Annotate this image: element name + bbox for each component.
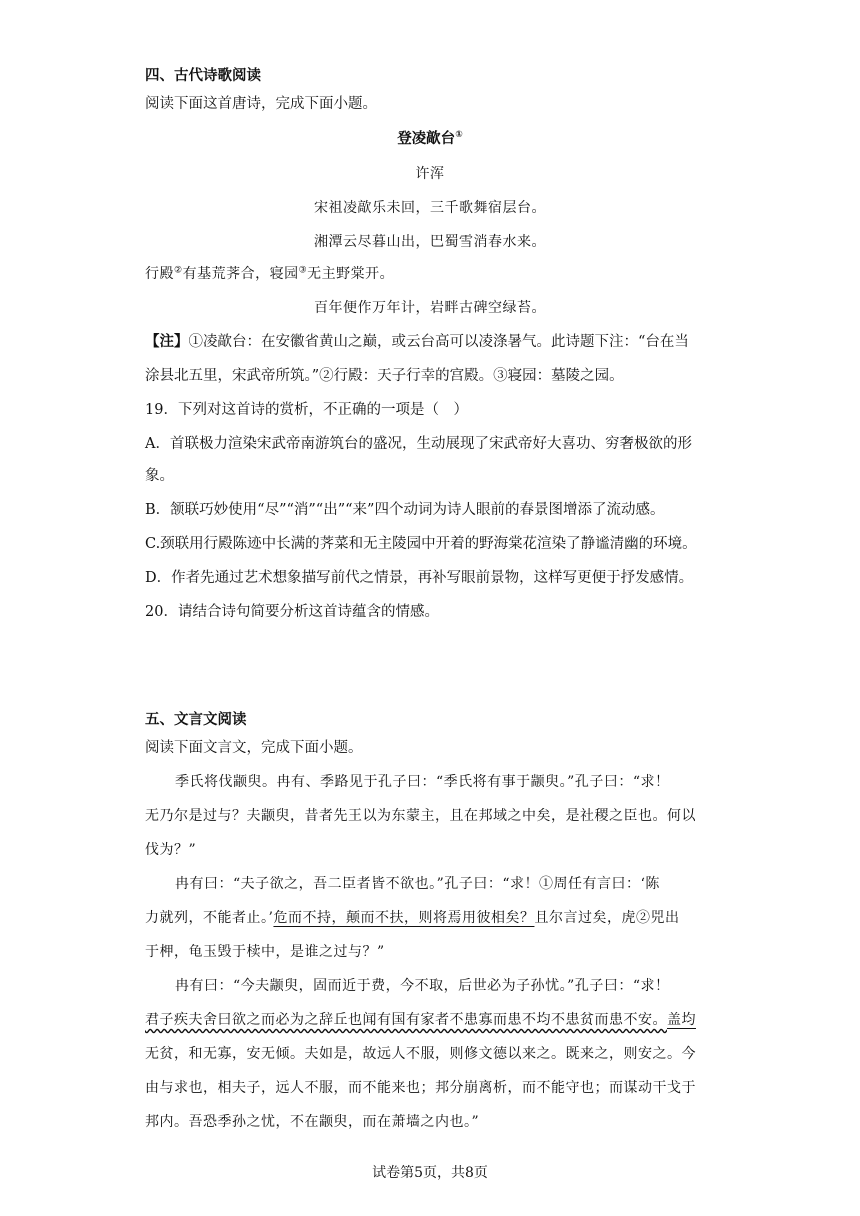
option-b: B．颔联巧妙使用“尽”“消”“出”“来”四个动词为诗人眼前的春景图增添了流动感。 (145, 502, 665, 518)
question-20: 20．请结合诗句简要分析这首诗蕴含的情感。 (145, 604, 439, 620)
passage-p3-line-4: 由与求也，相夫子，远人不服，而不能来也；邦分崩离析，而不能守也；而谋动干戈于 (145, 1080, 696, 1096)
question-19: 19．下列对这首诗的赏析，不正确的一项是（ ） (145, 402, 468, 418)
poem-line-3: 行殿②有基荒荠合，寝园③无主野棠开。 (145, 265, 395, 282)
poem-title-note: ① (455, 130, 463, 141)
passage-p2-line-2: 力就列，不能者止。’危而不持，颠而不扶，则将焉用彼相矣？且尔言过矣，虎②兕出 (145, 910, 680, 926)
passage-p2-line-1: 冉有曰：“夫子欲之，吾二臣者皆不欲也。”孔子曰：“求！①周任有言曰：‘陈 (175, 876, 660, 892)
passage-p2-line-3: 于柙，龟玉毁于椟中，是谁之过与？” (145, 944, 385, 960)
option-c: C.颈联用行殿陈迹中长满的荠菜和无主陵园中开着的野海棠花渲染了静谧清幽的环境。 (145, 536, 697, 552)
option-a-line-2: 象。 (145, 468, 174, 484)
passage-p3-line-1: 冉有曰：“今夫颛臾，固而近于费，今不取，后世必为子孙忧。”孔子曰：“求！ (175, 978, 670, 994)
poem-line-2: 湘潭云尽暮山出，巴蜀雪消春水来。 (314, 234, 546, 250)
underlined-sentence-1: 危而不持，颠而不扶，则将焉用彼相矣？ (273, 910, 535, 926)
poem-line-1: 宋祖凌歊乐未回，三千歌舞宿层台。 (314, 200, 546, 216)
section4-intro: 阅读下面这首唐诗，完成下面小题。 (145, 96, 377, 112)
section4-heading: 四、古代诗歌阅读 (145, 68, 261, 84)
poem-author: 许浑 (415, 166, 445, 182)
option-a-line-1: A．首联极力渲染宋武帝南游筑台的盛况，生动展现了宋武帝好大喜功、穷奢极欲的形 (145, 436, 692, 452)
poem-note-2: 涂县北五里，宋武帝所筑。”②行殿：天子行幸的宫殿。③寝园：墓陵之园。 (145, 368, 624, 384)
section5-heading: 五、文言文阅读 (145, 712, 247, 728)
passage-p1-line-2: 无乃尔是过与？夫颛臾，昔者先王以为东蒙主，且在邦域之中矣，是社稷之臣也。何以 (145, 808, 696, 824)
poem-note-1: 【注】①凌歊台：在安徽省黄山之巅，或云台高可以凌涤暑气。此诗题下注：“台在当 (145, 334, 689, 350)
poem-title: 登凌歊台① (397, 130, 463, 147)
page-footer: 试卷第5页，共8页 (372, 1165, 488, 1181)
option-d: D．作者先通过艺术想象描写前代之情景，再补写眼前景物，这样写更便于抒发感情。 (145, 570, 694, 586)
passage-p1-line-1: 季氏将伐颛臾。冉有、季路见于孔子曰：“季氏将有事于颛臾。”孔子曰：“求！ (175, 774, 670, 790)
section5-intro: 阅读下面文言文，完成下面小题。 (145, 740, 363, 756)
passage-p1-line-3: 伐为？” (145, 842, 197, 858)
poem-line-4: 百年便作万年计，岩畔古碑空绿苔。 (314, 300, 546, 316)
passage-p3-line-3: 无贫，和无寡，安无倾。夫如是，故远人不服，则修文德以来之。既来之，则安之。今 (145, 1046, 696, 1062)
wavy-underlined-sentence: 君子疾夫舍曰欲之而必为之辞丘也闻有国有家者不患寡而患不均不患贫而患不安。 (145, 1012, 667, 1028)
passage-p3-line-2: 君子疾夫舍曰欲之而必为之辞丘也闻有国有家者不患寡而患不均不患贫而患不安。盖均 (145, 1012, 696, 1028)
passage-p3-line-5: 邦内。吾恐季孙之忧，不在颛臾，而在萧墙之内也。” (145, 1114, 480, 1130)
